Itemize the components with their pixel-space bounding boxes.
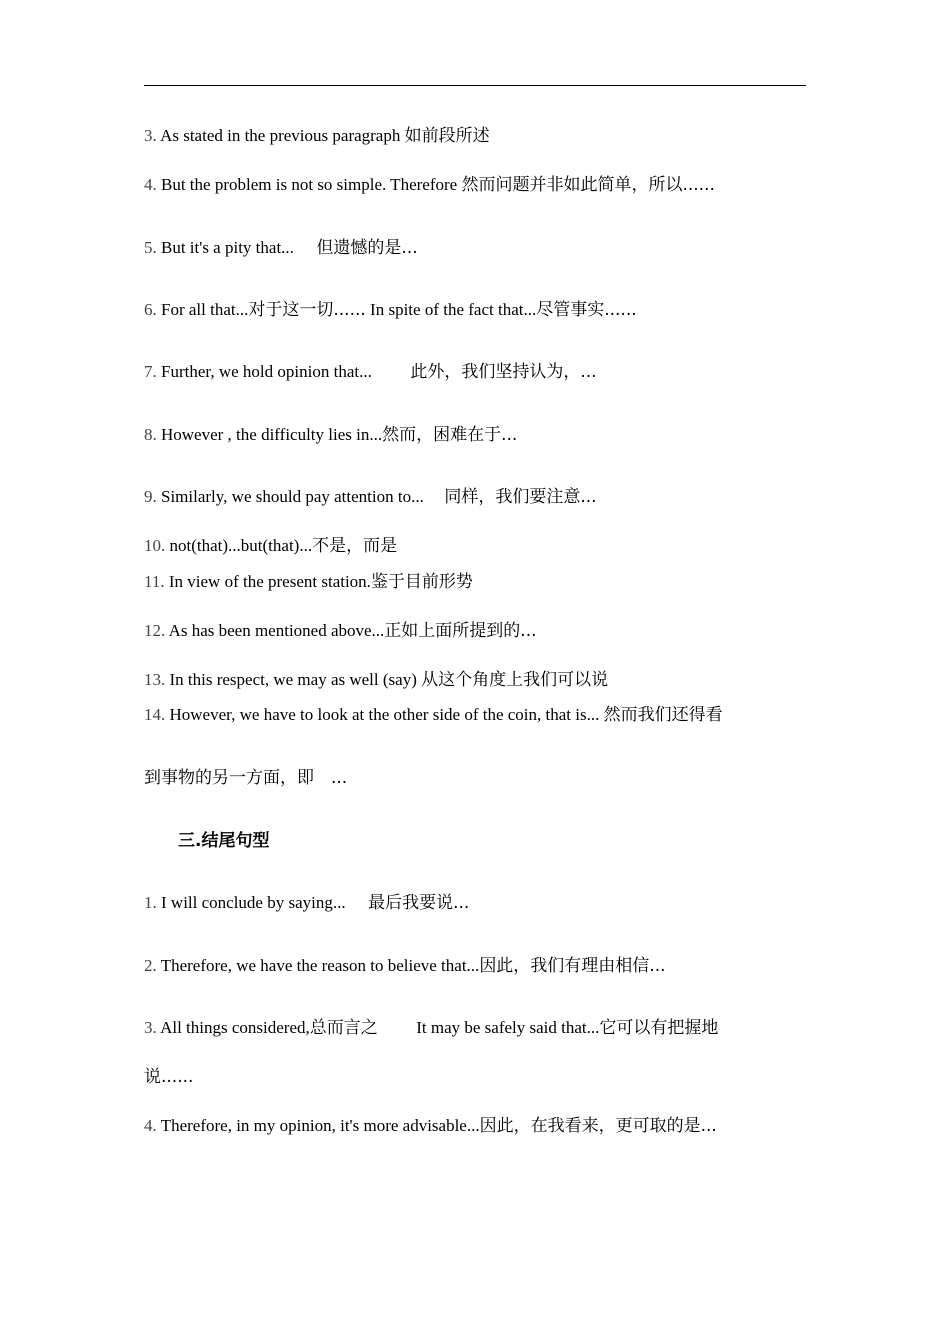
phrase-translation: 但遗憾的是... [316,238,418,258]
item-number: 4. [144,175,157,194]
phrase-continuation: 到事物的另一方面，即 ... [144,768,348,788]
item-number: 2. [144,956,157,975]
phrase-text: In this respect, we may as well (say) [169,670,417,689]
phrase-text: Therefore, we have the reason to believe that... [160,956,480,975]
list-item [144,571,473,593]
phrase-text: But the problem is not so simple. Therefore [161,175,458,194]
phrase-text: However , the difficulty lies in... [161,425,383,444]
phrase-translation: 然而我们还得看 [603,705,723,725]
list-item [144,704,723,726]
list-item [144,1115,717,1137]
phrase-translation-2: 尽管事实...... [536,300,637,320]
phrase-translation: 此外，我们坚持认为，... [410,362,597,382]
phrase-text-2: In spite of the fact that... [370,300,537,319]
phrase-text-2: It may be safely said that... [416,1018,600,1037]
section-heading: 三.结尾句型 [178,831,270,851]
item-number: 7. [144,362,157,381]
list-item [144,1017,718,1039]
phrase-translation: 如前段所述 [404,126,490,146]
list-item [144,237,418,259]
phrase-text: As stated in the previous paragraph [160,126,401,145]
phrase-text: Therefore, in my opinion, it's more advisable... [160,1116,480,1135]
phrase-text: Similarly, we should pay attention to... [161,487,424,506]
item-number: 10. [144,536,166,555]
item-number: 12. [144,621,166,640]
phrase-translation: 因此，在我看来，更可取的是... [479,1116,717,1136]
list-item [144,174,715,196]
item-number: 1. [144,893,157,912]
phrase-translation: 不是，而是 [312,536,398,556]
phrase-translation: 总而言之 [309,1018,378,1038]
phrase-text: As has been mentioned above... [168,621,385,640]
phrase-translation: 对于这一切...... [248,300,366,320]
list-item [144,125,490,147]
phrase-translation: 因此，我们有理由相信... [479,956,666,976]
phrase-text: But it's a pity that... [161,238,294,257]
phrase-translation: 同样，我们要注意... [444,487,597,507]
phrase-continuation: 说...... [144,1067,194,1087]
phrase-text: Further, we hold opinion that... [161,362,372,381]
list-item [144,361,597,383]
list-item [144,955,666,977]
phrase-text: In view of the present station. [168,572,371,591]
list-item [144,299,637,321]
list-item [144,669,608,691]
phrase-translation: 正如上面所提到的... [384,621,537,641]
list-item-continuation [144,767,347,789]
header-rule [144,85,806,86]
item-number: 13. [144,670,166,689]
list-item [144,486,597,508]
list-item [144,892,469,914]
item-number: 14. [144,705,166,724]
phrase-translation: 从这个角度上我们可以说 [421,670,609,690]
list-item [144,535,397,557]
phrase-translation: 最后我要说... [368,893,470,913]
item-number: 8. [144,425,157,444]
phrase-translation: 鉴于目前形势 [370,572,473,592]
phrase-text: However, we have to look at the other side of the coin, that is... [169,705,600,724]
list-item [144,424,517,446]
phrase-text: not(that)...but(that)... [169,536,313,555]
phrase-translation: 然而问题并非如此简单，所以...... [461,175,715,195]
item-number: 11. [144,572,165,591]
list-item-continuation [144,1066,193,1088]
item-number: 4. [144,1116,157,1135]
phrase-translation-2: 它可以有把握地 [599,1018,719,1038]
phrase-text: I will conclude by saying... [161,893,346,912]
list-item [144,620,537,642]
item-number: 5. [144,238,157,257]
phrase-text: For all that... [161,300,249,319]
item-number: 3. [144,1018,157,1037]
item-number: 9. [144,487,157,506]
phrase-text: All things considered, [160,1018,310,1037]
item-number: 6. [144,300,157,319]
item-number: 3. [144,126,157,145]
phrase-translation: 然而，困难在于... [382,425,518,445]
